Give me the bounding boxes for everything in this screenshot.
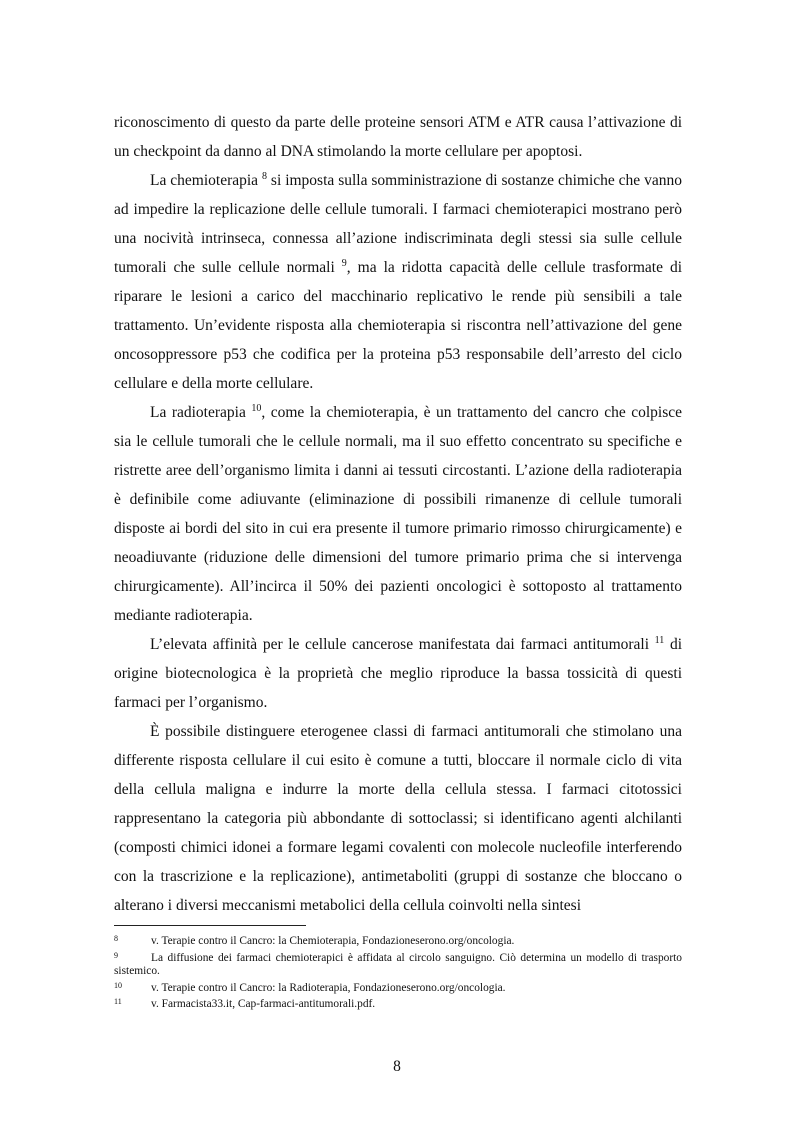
paragraph-drug-classes: È possibile distinguere eterogenee classi di farmaci antitumorali che stimolano una differente risposta cellulare il cui esito è comune a tutti, bloccare il normale ciclo di vita della cellula maligna e indurre la morte della cellula stessa. I farmaci citotossici rappresentano la categoria più abbondante di sottoclassi; si identificano agenti alchilanti (composti chimici idonei a formare legami covalenti con molecole nucleofile interferendo con la trascrizione e la replicazione), antimetaboliti (gruppi di sostanze che bloccano o alterano i diversi meccanismi metabolici della cellula coinvolti nella sintesi [114,723,682,914]
footnote-9 [114,949,682,979]
footnote-ref-8[interactable]: 8 [262,171,267,182]
footnotes [114,932,682,1012]
footnote-ref-10[interactable]: 10 [251,403,262,414]
footnote-ref-11[interactable]: 11 [654,635,665,646]
paragraph-continuation: riconoscimento di questo da parte delle proteine sensori ATM e ATR causa l’attivazione di un checkpoint da danno al DNA stimolando la morte cellulare per apoptosi. [114,114,682,160]
paragraph-affinity [114,630,682,717]
footnote-text: La diffusione dei farmaci chemioterapici è affidata al circolo sanguigno. Ciò determina un modello di trasporto sistemico. [114,951,682,978]
footnote-separator [114,925,306,926]
footnote-number: 9 [114,950,118,960]
text-run: La radioterapia [150,404,252,421]
footnote-text: v. Farmacista33.it, Cap-farmaci-antitumorali.pdf. [151,998,376,1011]
footnote-10 [114,979,682,996]
text-run: di origine biotecnologica è la proprietà che meglio riproduce la bassa tossicità di questi farmaci per l’organismo. [114,636,682,711]
text-run: L’elevata affinità per le cellule cancerose manifestata dai farmaci antitumorali [150,636,655,653]
footnote-ref-9[interactable]: 9 [341,258,347,269]
text-run: , come la chemioterapia, è un trattamento del cancro che colpisce sia le cellule tumorali che le cellule normali, ma il suo effetto concentrato su specifiche e ristrette aree dell’organismo limita i danni ai tessuti circostanti. L’azione della radioterapia è definibile come adiuvante (eliminazione di possibili rimanenze di cellule tumorali disposte ai bordi del sito in cui era presente il tumore primario rimosso chirurgicamente) e neoadiuvante (riduzione delle dimensioni del tumore primario prima che si intervenga chirurgicamente). All’incirca il 50% dei pazienti oncologici è sottoposto al trattamento mediante radioterapia. [114,404,683,624]
text-run: si imposta sulla somministrazione di sostanze chimiche che vanno ad impedire la replicazione delle cellule tumorali. I farmaci chemioterapici mostrano però una nocività intrinseca, connessa all’azione indiscriminata degli stessi sia sulle cellule tumorali che sulle cellule normali [114,172,682,276]
footnote-number: 8 [114,934,118,943]
paragraph-chemotherapy [114,166,682,398]
page-number: 8 [393,1058,401,1075]
footnote-number: 11 [114,997,122,1007]
paragraph-radiotherapy [114,398,682,630]
footnote-text: v. Terapie contro il Cancro: la Chemioterapia, Fondazioneserono.org/oncologia. [151,935,515,947]
footnote-11 [114,995,682,1012]
main-text [114,108,682,920]
footnote-text: v. Terapie contro il Cancro: la Radioterapia, Fondazioneserono.org/oncologia. [151,981,506,994]
text-run: , ma la ridotta capacità delle cellule trasformate di riparare le lesioni a carico del macchinario replicativo le rende più sensibili a tale trattamento. Un’evidente risposta alla chemioterapia si riscontra nell’attivazione del gene oncosoppressore p53 che codifica per la proteina p53 responsabile dell’arresto del ciclo cellulare e della morte cellulare. [114,259,682,392]
footnote-number: 10 [114,980,122,990]
text-run: La chemioterapia [150,172,262,189]
footnote-8 [114,932,682,949]
